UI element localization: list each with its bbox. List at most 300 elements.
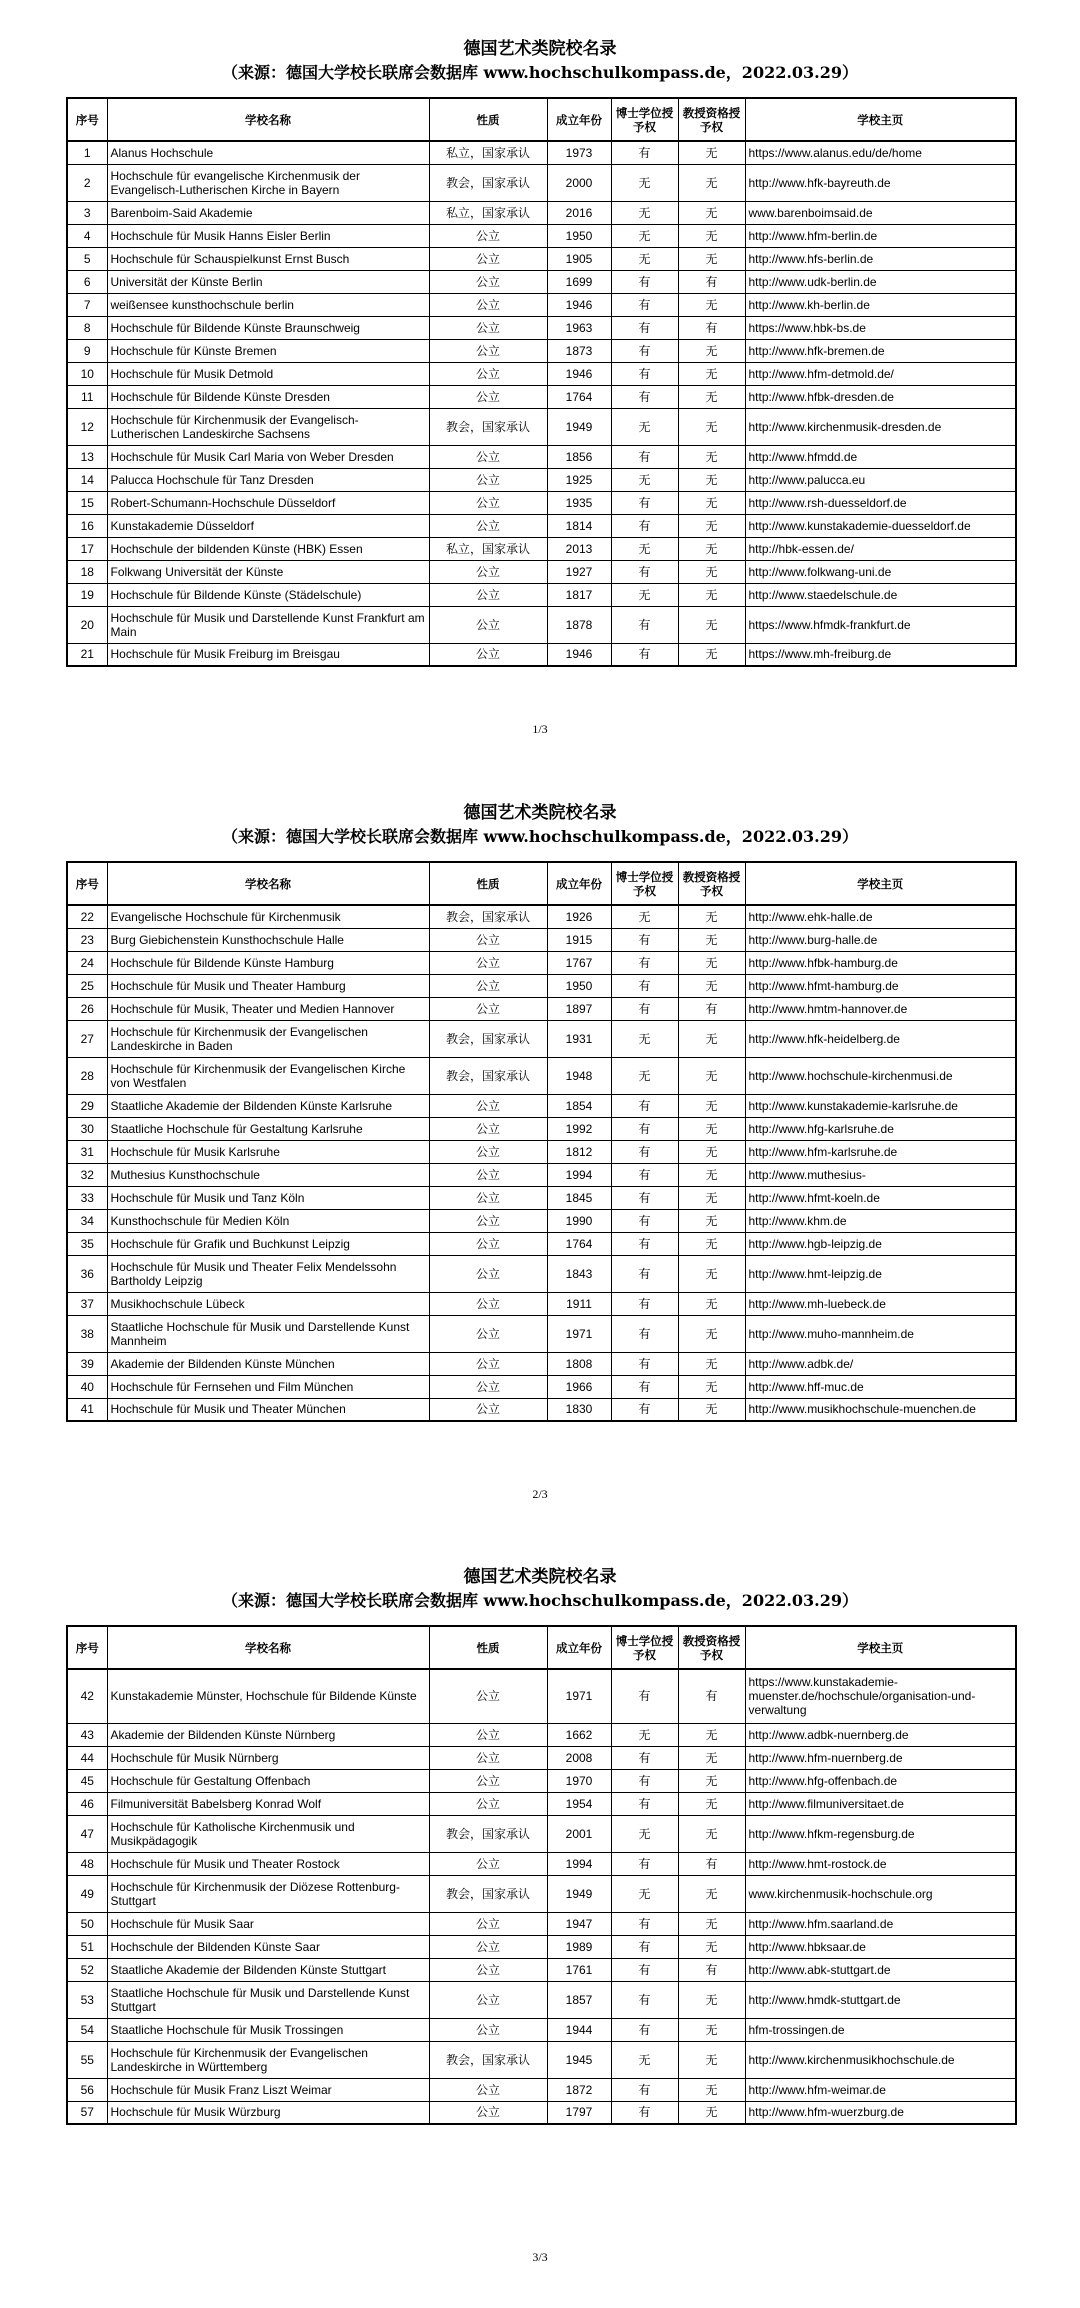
cell-name: Kunstakademie Düsseldorf	[107, 514, 429, 537]
cell-year: 1843	[547, 1255, 611, 1292]
table-row	[67, 928, 1016, 951]
cell-phd: 无	[611, 905, 678, 928]
cell-prof: 无	[678, 1769, 745, 1792]
cell-year: 1944	[547, 2018, 611, 2041]
cell-url: hfm-trossingen.de	[745, 2018, 1016, 2041]
cell-name: Hochschule für Musik Franz Liszt Weimar	[107, 2078, 429, 2101]
cell-prof: 有	[678, 1852, 745, 1875]
schools-table	[66, 97, 1017, 667]
cell-prof: 无	[678, 385, 745, 408]
cell-no: 15	[67, 491, 107, 514]
cell-name: Hochschule für Musik Würzburg	[107, 2101, 429, 2124]
cell-url: http://www.palucca.eu	[745, 468, 1016, 491]
cell-year: 1878	[547, 606, 611, 643]
cell-type: 公立	[429, 1769, 547, 1792]
cell-phd: 有	[611, 293, 678, 316]
cell-year: 2008	[547, 1746, 611, 1769]
column-header-no: 序号	[67, 862, 107, 905]
cell-name: Akademie der Bildenden Künste Nürnberg	[107, 1723, 429, 1746]
cell-name: Hochschule für Bildende Künste Hamburg	[107, 951, 429, 974]
cell-phd: 无	[611, 583, 678, 606]
cell-type: 公立	[429, 362, 547, 385]
cell-prof: 无	[678, 1232, 745, 1255]
table-row	[67, 974, 1016, 997]
cell-no: 44	[67, 1746, 107, 1769]
cell-name: Hochschule für Grafik und Buchkunst Leipzig	[107, 1232, 429, 1255]
table-row	[67, 141, 1016, 164]
cell-no: 11	[67, 385, 107, 408]
cell-year: 1812	[547, 1140, 611, 1163]
cell-type: 公立	[429, 1292, 547, 1315]
cell-type: 公立	[429, 247, 547, 270]
cell-name: Hochschule für Kirchenmusik der Evangelischen Kirche von Westfalen	[107, 1057, 429, 1094]
page-1	[0, 20, 1080, 780]
cell-prof: 无	[678, 1981, 745, 2018]
cell-year: 1950	[547, 224, 611, 247]
cell-url: https://www.hbk-bs.de	[745, 316, 1016, 339]
cell-type: 公立	[429, 1315, 547, 1352]
cell-prof: 无	[678, 1875, 745, 1912]
cell-year: 1989	[547, 1935, 611, 1958]
cell-type: 公立	[429, 293, 547, 316]
cell-prof: 无	[678, 1792, 745, 1815]
column-header-url: 学校主页	[745, 862, 1016, 905]
document-title: 德国艺术类院校名录	[463, 1567, 617, 1587]
cell-phd: 无	[611, 201, 678, 224]
cell-no: 8	[67, 316, 107, 339]
cell-no: 55	[67, 2041, 107, 2078]
cell-url: http://www.hfm-nuernberg.de	[745, 1746, 1016, 1769]
cell-no: 42	[67, 1669, 107, 1723]
column-header-no: 序号	[67, 1626, 107, 1669]
cell-no: 36	[67, 1255, 107, 1292]
cell-no: 24	[67, 951, 107, 974]
table-row	[67, 1398, 1016, 1421]
column-header-phd: 博士学位授予权	[611, 862, 678, 905]
cell-no: 22	[67, 905, 107, 928]
cell-no: 51	[67, 1935, 107, 1958]
cell-phd: 有	[611, 1255, 678, 1292]
column-header-phd: 博士学位授予权	[611, 1626, 678, 1669]
cell-year: 1971	[547, 1315, 611, 1352]
schools-table	[66, 861, 1017, 1422]
cell-url: http://www.musikhochschule-muenchen.de	[745, 1398, 1016, 1421]
cell-url: http://www.hfkm-regensburg.de	[745, 1815, 1016, 1852]
cell-prof: 有	[678, 316, 745, 339]
table-row	[67, 339, 1016, 362]
cell-year: 1946	[547, 293, 611, 316]
cell-type: 公立	[429, 1117, 547, 1140]
schools-table	[66, 1625, 1017, 2125]
cell-no: 30	[67, 1117, 107, 1140]
table-row	[67, 1057, 1016, 1094]
cell-no: 47	[67, 1815, 107, 1852]
cell-year: 1966	[547, 1375, 611, 1398]
table-row	[67, 1875, 1016, 1912]
cell-prof: 有	[678, 1669, 745, 1723]
table-row	[67, 408, 1016, 445]
cell-type: 公立	[429, 1255, 547, 1292]
cell-name: Palucca Hochschule für Tanz Dresden	[107, 468, 429, 491]
cell-type: 公立	[429, 1912, 547, 1935]
table-row	[67, 1209, 1016, 1232]
cell-type: 公立	[429, 583, 547, 606]
cell-phd: 有	[611, 1852, 678, 1875]
cell-no: 48	[67, 1852, 107, 1875]
cell-no: 46	[67, 1792, 107, 1815]
cell-url: http://www.hfmt-koeln.de	[745, 1186, 1016, 1209]
cell-no: 25	[67, 974, 107, 997]
cell-type: 公立	[429, 1669, 547, 1723]
cell-year: 1764	[547, 1232, 611, 1255]
cell-phd: 有	[611, 1769, 678, 1792]
column-header-prof: 教授资格授予权	[678, 1626, 745, 1669]
cell-url: http://www.filmuniversitaet.de	[745, 1792, 1016, 1815]
cell-url: www.barenboimsaid.de	[745, 201, 1016, 224]
cell-type: 公立	[429, 445, 547, 468]
cell-url: http://www.kunstakademie-duesseldorf.de	[745, 514, 1016, 537]
cell-phd: 有	[611, 385, 678, 408]
cell-url: https://www.mh-freiburg.de	[745, 643, 1016, 666]
cell-prof: 无	[678, 1020, 745, 1057]
cell-year: 1915	[547, 928, 611, 951]
column-header-prof: 教授资格授予权	[678, 98, 745, 141]
cell-name: Kunsthochschule für Medien Köln	[107, 1209, 429, 1232]
cell-name: Hochschule für Musik Nürnberg	[107, 1746, 429, 1769]
cell-url: http://www.adbk.de/	[745, 1352, 1016, 1375]
cell-url: http://www.hfg-offenbach.de	[745, 1769, 1016, 1792]
cell-year: 1830	[547, 1398, 611, 1421]
table-row	[67, 1815, 1016, 1852]
cell-year: 1856	[547, 445, 611, 468]
cell-no: 35	[67, 1232, 107, 1255]
table-row	[67, 316, 1016, 339]
table-row	[67, 2018, 1016, 2041]
cell-type: 公立	[429, 1935, 547, 1958]
column-header-url: 学校主页	[745, 98, 1016, 141]
table-row	[67, 1958, 1016, 1981]
table-row	[67, 1255, 1016, 1292]
cell-url: http://www.kunstakademie-karlsruhe.de	[745, 1094, 1016, 1117]
cell-name: Universität der Künste Berlin	[107, 270, 429, 293]
page-number: 3/3	[532, 2250, 548, 2264]
cell-no: 19	[67, 583, 107, 606]
cell-type: 公立	[429, 316, 547, 339]
document-title: 德国艺术类院校名录	[463, 803, 617, 823]
cell-phd: 无	[611, 2041, 678, 2078]
cell-name: Musikhochschule Lübeck	[107, 1292, 429, 1315]
cell-year: 1808	[547, 1352, 611, 1375]
table-row	[67, 224, 1016, 247]
cell-prof: 无	[678, 2101, 745, 2124]
cell-phd: 无	[611, 247, 678, 270]
cell-type: 教会，国家承认	[429, 905, 547, 928]
cell-url: http://www.folkwang-uni.de	[745, 560, 1016, 583]
cell-prof: 无	[678, 606, 745, 643]
cell-url: http://www.abk-stuttgart.de	[745, 1958, 1016, 1981]
cell-url: http://www.hmt-rostock.de	[745, 1852, 1016, 1875]
cell-type: 公立	[429, 1232, 547, 1255]
cell-url: http://www.hfk-bayreuth.de	[745, 164, 1016, 201]
page-3	[0, 1548, 1080, 2308]
cell-name: Hochschule für Musik Saar	[107, 1912, 429, 1935]
cell-no: 26	[67, 997, 107, 1020]
cell-year: 1897	[547, 997, 611, 1020]
cell-prof: 有	[678, 1958, 745, 1981]
cell-no: 21	[67, 643, 107, 666]
table-header-row	[67, 98, 1016, 141]
table-header-row	[67, 1626, 1016, 1669]
cell-name: Hochschule für Bildende Künste Braunschweig	[107, 316, 429, 339]
cell-url: http://www.burg-halle.de	[745, 928, 1016, 951]
cell-prof: 无	[678, 2041, 745, 2078]
cell-no: 28	[67, 1057, 107, 1094]
cell-url: http://www.muthesius-	[745, 1163, 1016, 1186]
cell-phd: 有	[611, 1935, 678, 1958]
cell-prof: 无	[678, 491, 745, 514]
cell-year: 1945	[547, 2041, 611, 2078]
cell-url: https://www.kunstakademie-muenster.de/hochschule/organisation-und-verwaltung	[745, 1669, 1016, 1723]
cell-prof: 无	[678, 339, 745, 362]
cell-url: http://www.hmtm-hannover.de	[745, 997, 1016, 1020]
cell-name: Hochschule für Musik Carl Maria von Weber Dresden	[107, 445, 429, 468]
cell-year: 2013	[547, 537, 611, 560]
cell-phd: 有	[611, 2101, 678, 2124]
cell-name: Robert-Schumann-Hochschule Düsseldorf	[107, 491, 429, 514]
cell-name: Staatliche Akademie der Bildenden Künste Stuttgart	[107, 1958, 429, 1981]
cell-prof: 无	[678, 1186, 745, 1209]
cell-year: 1662	[547, 1723, 611, 1746]
cell-name: Filmuniversität Babelsberg Konrad Wolf	[107, 1792, 429, 1815]
table-row	[67, 606, 1016, 643]
cell-phd: 有	[611, 1315, 678, 1352]
cell-name: Hochschule für evangelische Kirchenmusik der Evangelisch-Lutherischen Kirche in Bayern	[107, 164, 429, 201]
cell-prof: 无	[678, 445, 745, 468]
table-row	[67, 1117, 1016, 1140]
cell-type: 公立	[429, 2018, 547, 2041]
cell-name: Hochschule für Musik Hanns Eisler Berlin	[107, 224, 429, 247]
cell-url: http://www.hfmt-hamburg.de	[745, 974, 1016, 997]
cell-name: Hochschule für Künste Bremen	[107, 339, 429, 362]
cell-no: 6	[67, 270, 107, 293]
table-row	[67, 905, 1016, 928]
cell-no: 9	[67, 339, 107, 362]
cell-type: 公立	[429, 1981, 547, 2018]
cell-year: 1857	[547, 1981, 611, 2018]
cell-phd: 无	[611, 408, 678, 445]
cell-type: 公立	[429, 606, 547, 643]
cell-name: Hochschule für Kirchenmusik der Diözese Rottenburg-Stuttgart	[107, 1875, 429, 1912]
cell-name: Hochschule für Musik und Darstellende Kunst Frankfurt am Main	[107, 606, 429, 643]
cell-name: Hochschule für Musik und Tanz Köln	[107, 1186, 429, 1209]
cell-url: http://www.hfbk-hamburg.de	[745, 951, 1016, 974]
cell-type: 公立	[429, 2078, 547, 2101]
cell-name: Hochschule der bildenden Künste (HBK) Essen	[107, 537, 429, 560]
cell-year: 1767	[547, 951, 611, 974]
cell-no: 37	[67, 1292, 107, 1315]
cell-name: Alanus Hochschule	[107, 141, 429, 164]
cell-type: 公立	[429, 514, 547, 537]
cell-no: 7	[67, 293, 107, 316]
cell-prof: 无	[678, 247, 745, 270]
cell-type: 公立	[429, 1163, 547, 1186]
cell-prof: 无	[678, 1209, 745, 1232]
cell-prof: 有	[678, 270, 745, 293]
cell-type: 公立	[429, 1209, 547, 1232]
table-row	[67, 997, 1016, 1020]
cell-url: www.kirchenmusik-hochschule.org	[745, 1875, 1016, 1912]
cell-prof: 无	[678, 164, 745, 201]
cell-url: http://www.hochschule-kirchenmusi.de	[745, 1057, 1016, 1094]
table-row	[67, 1935, 1016, 1958]
cell-no: 41	[67, 1398, 107, 1421]
cell-url: http://www.staedelschule.de	[745, 583, 1016, 606]
cell-year: 1949	[547, 408, 611, 445]
cell-phd: 有	[611, 560, 678, 583]
cell-name: Muthesius Kunsthochschule	[107, 1163, 429, 1186]
table-row	[67, 270, 1016, 293]
cell-prof: 无	[678, 1352, 745, 1375]
cell-prof: 无	[678, 2078, 745, 2101]
cell-year: 1949	[547, 1875, 611, 1912]
cell-year: 1817	[547, 583, 611, 606]
cell-name: Hochschule für Schauspielkunst Ernst Busch	[107, 247, 429, 270]
cell-prof: 无	[678, 362, 745, 385]
cell-name: Hochschule für Musik Karlsruhe	[107, 1140, 429, 1163]
cell-type: 私立，国家承认	[429, 201, 547, 224]
cell-no: 40	[67, 1375, 107, 1398]
cell-no: 39	[67, 1352, 107, 1375]
cell-prof: 无	[678, 1094, 745, 1117]
cell-type: 公立	[429, 928, 547, 951]
cell-phd: 有	[611, 1209, 678, 1232]
cell-phd: 有	[611, 1669, 678, 1723]
cell-no: 56	[67, 2078, 107, 2101]
cell-no: 32	[67, 1163, 107, 1186]
cell-phd: 有	[611, 1292, 678, 1315]
cell-prof: 无	[678, 1255, 745, 1292]
table-row	[67, 1232, 1016, 1255]
cell-no: 31	[67, 1140, 107, 1163]
cell-type: 公立	[429, 951, 547, 974]
cell-phd: 无	[611, 468, 678, 491]
cell-type: 教会，国家承认	[429, 408, 547, 445]
table-row	[67, 1375, 1016, 1398]
cell-name: Hochschule für Kirchenmusik der Evangelischen Landeskirche in Württemberg	[107, 2041, 429, 2078]
cell-phd: 有	[611, 1094, 678, 1117]
cell-no: 29	[67, 1094, 107, 1117]
cell-url: http://www.muho-mannheim.de	[745, 1315, 1016, 1352]
cell-type: 教会，国家承认	[429, 1815, 547, 1852]
cell-year: 1994	[547, 1852, 611, 1875]
cell-year: 2000	[547, 164, 611, 201]
cell-url: http://www.rsh-duesseldorf.de	[745, 491, 1016, 514]
cell-year: 1872	[547, 2078, 611, 2101]
cell-year: 1931	[547, 1020, 611, 1057]
cell-name: Hochschule für Fernsehen und Film München	[107, 1375, 429, 1398]
table-row	[67, 247, 1016, 270]
table-header-row	[67, 862, 1016, 905]
table-row	[67, 1292, 1016, 1315]
cell-no: 3	[67, 201, 107, 224]
column-header-prof: 教授资格授予权	[678, 862, 745, 905]
cell-year: 2016	[547, 201, 611, 224]
cell-url: http://www.kirchenmusik-dresden.de	[745, 408, 1016, 445]
cell-prof: 有	[678, 997, 745, 1020]
cell-name: Staatliche Akademie der Bildenden Künste Karlsruhe	[107, 1094, 429, 1117]
cell-no: 52	[67, 1958, 107, 1981]
cell-no: 18	[67, 560, 107, 583]
cell-type: 公立	[429, 1352, 547, 1375]
cell-phd: 有	[611, 514, 678, 537]
cell-phd: 有	[611, 1375, 678, 1398]
cell-phd: 无	[611, 1057, 678, 1094]
table-row	[67, 1163, 1016, 1186]
cell-year: 1854	[547, 1094, 611, 1117]
cell-no: 45	[67, 1769, 107, 1792]
table-row	[67, 445, 1016, 468]
column-header-year: 成立年份	[547, 862, 611, 905]
cell-year: 1797	[547, 2101, 611, 2124]
document-subtitle: （来源：德国大学校长联席会数据库 www.hochschulkompass.de，2022.03.29）	[221, 827, 859, 846]
column-header-year: 成立年份	[547, 1626, 611, 1669]
cell-url: http://www.kirchenmusikhochschule.de	[745, 2041, 1016, 2078]
cell-url: http://hbk-essen.de/	[745, 537, 1016, 560]
cell-name: Evangelische Hochschule für Kirchenmusik	[107, 905, 429, 928]
cell-phd: 有	[611, 445, 678, 468]
cell-type: 公立	[429, 1186, 547, 1209]
cell-year: 1764	[547, 385, 611, 408]
cell-name: Hochschule für Musik und Theater Felix Mendelssohn Bartholdy Leipzig	[107, 1255, 429, 1292]
table-row	[67, 537, 1016, 560]
page-number: 1/3	[532, 722, 548, 736]
cell-type: 公立	[429, 1852, 547, 1875]
column-header-type: 性质	[429, 98, 547, 141]
cell-url: http://www.hfk-bremen.de	[745, 339, 1016, 362]
cell-phd: 无	[611, 164, 678, 201]
cell-phd: 有	[611, 1746, 678, 1769]
cell-type: 教会，国家承认	[429, 164, 547, 201]
cell-type: 教会，国家承认	[429, 1020, 547, 1057]
cell-prof: 无	[678, 2018, 745, 2041]
cell-no: 1	[67, 141, 107, 164]
cell-name: Staatliche Hochschule für Gestaltung Karlsruhe	[107, 1117, 429, 1140]
table-row	[67, 362, 1016, 385]
cell-name: Barenboim-Said Akademie	[107, 201, 429, 224]
cell-year: 1946	[547, 362, 611, 385]
cell-url: http://www.hfm-weimar.de	[745, 2078, 1016, 2101]
page-2	[0, 784, 1080, 1544]
cell-prof: 无	[678, 1315, 745, 1352]
document-title: 德国艺术类院校名录	[463, 39, 617, 59]
cell-name: Hochschule für Musik und Theater Hamburg	[107, 974, 429, 997]
cell-prof: 无	[678, 951, 745, 974]
cell-prof: 无	[678, 560, 745, 583]
cell-name: Folkwang Universität der Künste	[107, 560, 429, 583]
cell-prof: 无	[678, 1912, 745, 1935]
table-row	[67, 1352, 1016, 1375]
cell-type: 公立	[429, 270, 547, 293]
cell-phd: 有	[611, 951, 678, 974]
cell-url: http://www.hfg-karlsruhe.de	[745, 1117, 1016, 1140]
column-header-type: 性质	[429, 1626, 547, 1669]
document-subtitle: （来源：德国大学校长联席会数据库 www.hochschulkompass.de，2022.03.29）	[221, 63, 859, 82]
table-row	[67, 583, 1016, 606]
cell-name: Hochschule für Gestaltung Offenbach	[107, 1769, 429, 1792]
cell-prof: 无	[678, 1292, 745, 1315]
cell-no: 27	[67, 1020, 107, 1057]
cell-url: http://www.hfm-detmold.de/	[745, 362, 1016, 385]
